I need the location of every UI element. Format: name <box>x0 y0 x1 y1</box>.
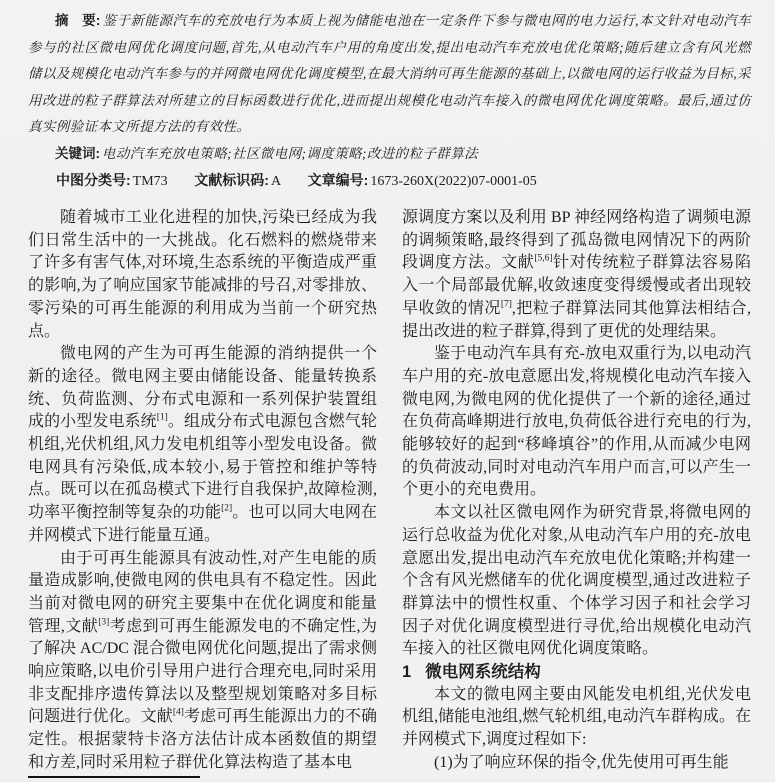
footnote-divider <box>28 776 200 778</box>
keywords-line <box>28 141 751 168</box>
clc-value: TM73 <box>132 174 168 189</box>
front-matter <box>28 8 751 195</box>
abstract-text: 鉴于新能源汽车的充放电行为本质上视为储能电池在一定条件下参与微电网的电力运行,本文针对电动汽车参与的社区微电网优化调度问题,首先,从电动汽车户用的角度出发,提出电动汽车充放电优化策略;随后建立含有风光燃储以及规模化电动汽车参与的并网微电网优化调度模型,在最大消纳可再生能源的基础上,以微电网的运行收益为目标,采用改进的粒子群算法对所建立的目标函数进行优化,进而提出规模化电动汽车接入的微电网优化调度策略。最后,通过仿真实例验证本文所提方法的有效性。 <box>28 13 751 134</box>
body-paragraph: 本文的微电网主要由风能发电机组,光伏发电机组,储能电池组,燃气轮机组,电动汽车群构成。在并网模式下,调度过程如下: <box>402 685 751 749</box>
section-title: 微电网系统结构 <box>425 663 541 682</box>
body-paragraph: 鉴于电动汽车具有充-放电双重行为,以电动汽车户用的充-放电意愿出发,将规模化电动汽车接入微电网,为微电网的优化提供了一个新的途径,通过在负荷高峰期进行放电,负荷低谷进行充电的行为,能够较好的起到“移峰填谷”的作用,从而减少电网的负荷波动,同时对电动汽车用户而言,可以产生一个更小的充电费用。 <box>402 345 751 499</box>
classification-line <box>28 167 751 195</box>
left-column <box>28 207 377 782</box>
numbered-item-1: (1)为了响应环保的指令,优先使用可再生能 <box>434 753 729 771</box>
doc-code-group <box>194 174 281 189</box>
body-paragraph: 随着城市工业化进程的加快,污染已经成为我们日常生活中的一大挑战。化石燃料的燃烧带来了许多有害气体,对环境,生态系统的平衡造成严重的影响,为了响应国家节能减排的号召,对零排放、零污染的可再生能源的利用成为当前一个研究热点。 <box>28 209 377 340</box>
section-number: 1 <box>402 663 412 682</box>
keywords-label: 关键词: <box>55 145 100 161</box>
doc-code-label: 文献标识码: <box>194 172 269 188</box>
keywords-text: 电动汽车充放电策略;社区微电网;调度策略;改进的粒子群算法 <box>102 145 479 161</box>
body-paragraph: 微电网的产生为可再生能源的消纳提供一个新的途径。微电网主要由储能设备、能量转换系统、负荷监测、分布式电源和一系列保护装置组成的小型发电系统[1]。组成分布式电源包含燃气轮机组,光伏机组,风力发电机组等小型发电设备。微电网具有污染低,成本较小,易于管控和维护等特点。既可以在孤岛模式下进行自我保护,故障检测,功率平衡控制等复杂的功能[2]。也可以同大电网在并网模式下进行能量互通。 <box>28 345 377 544</box>
article-id-value: 1673-260X(2022)07-0001-05 <box>370 174 537 189</box>
abstract-paragraph <box>28 8 751 141</box>
article-id-label: 文章编号: <box>307 172 369 188</box>
section-heading-1 <box>402 661 751 684</box>
body-columns <box>28 207 751 782</box>
doc-code-value: A <box>270 174 282 189</box>
body-paragraph: 本文以社区微电网作为研究背景,将微电网的运行总收益为优化对象,从电动汽车户用的充-放电意愿出发,提出电动汽车充放电优化策略;并构建一个含有风光燃储车的优化调度模型,通过改进粒子群算法中的惯性权重、个体学习因子和社会学习因子对优化调度模型进行寻优,给出规模化电动汽车接入的社区微电网优化调度策略。 <box>402 504 751 658</box>
body-paragraph-continuation: 源调度方案以及利用 BP 神经网络构造了调频电源的调频策略,最终得到了孤岛微电网情况下的两阶段调度方法。文献[5,6]针对传统粒子群算法容易陷入一个局部最优解,收敛速度变得缓慢或者出现较早收敛的情况[7],把粒子群算法同其他算法相结合,提出改进的粒子群算,得到了更优的处理结果。 <box>402 209 751 340</box>
clc-label: 中图分类号: <box>56 172 131 188</box>
clc-group <box>56 174 168 189</box>
right-column <box>402 207 751 782</box>
article-id-group <box>308 174 537 189</box>
abstract-label: 摘 要: <box>55 13 101 28</box>
body-paragraph: 由于可再生能源具有波动性,对产生电能的质量造成影响,使微电网的供电具有不稳定性。因此当前对微电网的研究主要集中在优化调度和能量管理,文献[3]考虑到可再生能源发电的不确定性,为了解决 AC/DC 混合微电网优化问题,提出了需求侧响应策略,以电价引导用户进行合理充电,同时采用非支配排序遗传算法以及整型规划策略对多目标问题进行优化。文献[4]考虑可再生能源出力的不确定性。根据蒙特卡洛方法估计成本函数值的期望和方差,同时采用粒子群优化算法构造了基本电 <box>28 549 377 771</box>
